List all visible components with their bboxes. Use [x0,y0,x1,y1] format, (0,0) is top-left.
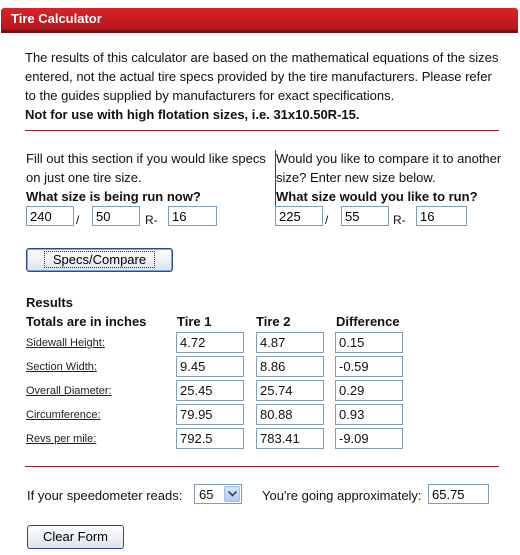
intro-warning: Not for use with high flotation sizes, i.e. 31x10.50R-15. [25,107,360,122]
speedometer-selected-value: 65 [199,487,214,502]
difference-value[interactable]: -0.59 [335,356,403,377]
tire2-column-header: Tire 2 [256,314,291,329]
difference-column-header: Difference [336,314,400,329]
tire2-rim-input[interactable]: 16 [416,206,467,226]
difference-value[interactable]: 0.15 [335,332,403,353]
divider-top [25,130,499,131]
slash-separator: / [76,213,80,227]
r-separator: R- [393,213,406,227]
speedometer-label: If your speedometer reads: [27,488,183,503]
approximate-speed-value[interactable]: 65.75 [428,484,489,504]
tire1-width-input[interactable]: 240 [26,206,74,226]
left-instruction: Fill out this section if you would like specs on just one tire size. [26,151,266,185]
tire2-value[interactable]: 8.86 [256,356,324,377]
tire1-column-header: Tire 1 [177,314,212,329]
speedometer-select[interactable] [194,484,242,504]
chevron-down-icon[interactable] [224,486,240,502]
tire2-value[interactable]: 25.74 [256,380,324,401]
row-label-overall-diameter: Overall Diameter: [26,385,112,397]
tire1-value[interactable]: 4.72 [176,332,244,353]
tire1-rim-input[interactable]: 16 [168,206,217,226]
right-instruction: Would you like to compare it to another size? Enter new size below. [276,151,502,185]
approximate-speed-label: You're going approximately: [262,488,422,503]
intro-paragraph: The results of this calculator are based on the mathematical equations of the sizes entered, not the actual tire specs provided by the tire manufacturers. Please refer to the guides supplied by manufacturers for exact specifications. [25,50,499,103]
row-label-section-width: Section Width: [26,361,97,373]
tire1-value[interactable]: 25.45 [176,380,244,401]
page-title: Tire Calculator [11,11,102,26]
title-bar [1,8,518,33]
row-label-revs-per-mile: Revs per mile: [26,433,97,445]
tire2-value[interactable]: 4.87 [256,332,324,353]
tire2-value[interactable]: 783.41 [256,428,324,449]
tire1-value[interactable]: 792.5 [176,428,244,449]
specs-compare-button[interactable] [26,248,173,272]
difference-value[interactable]: 0.29 [335,380,403,401]
left-section-text [26,149,266,206]
tire2-value[interactable]: 80.88 [256,404,324,425]
clear-form-button[interactable]: Clear Form [27,525,124,549]
right-section-text [276,149,506,206]
difference-value[interactable]: -9.09 [335,428,403,449]
r-separator: R- [145,213,158,227]
difference-value[interactable]: 0.93 [335,404,403,425]
row-label-circumference: Circumference: [26,409,101,421]
left-question: What size is being run now? [26,189,201,204]
right-question: What size would you like to run? [276,189,478,204]
tire2-aspect-input[interactable]: 55 [341,206,389,226]
tire1-aspect-input[interactable]: 50 [92,206,140,226]
specs-compare-label: Specs/Compare [44,251,155,268]
tire2-width-input[interactable]: 225 [275,206,323,226]
results-heading: Results [26,295,73,310]
row-label-sidewall-height: Sidewall Height: [26,337,105,349]
divider-bottom [25,466,499,467]
intro-text [25,48,500,124]
tire1-value[interactable]: 79.95 [176,404,244,425]
tire1-value[interactable]: 9.45 [176,356,244,377]
slash-separator: / [325,213,329,227]
units-note: Totals are in inches [26,314,147,329]
